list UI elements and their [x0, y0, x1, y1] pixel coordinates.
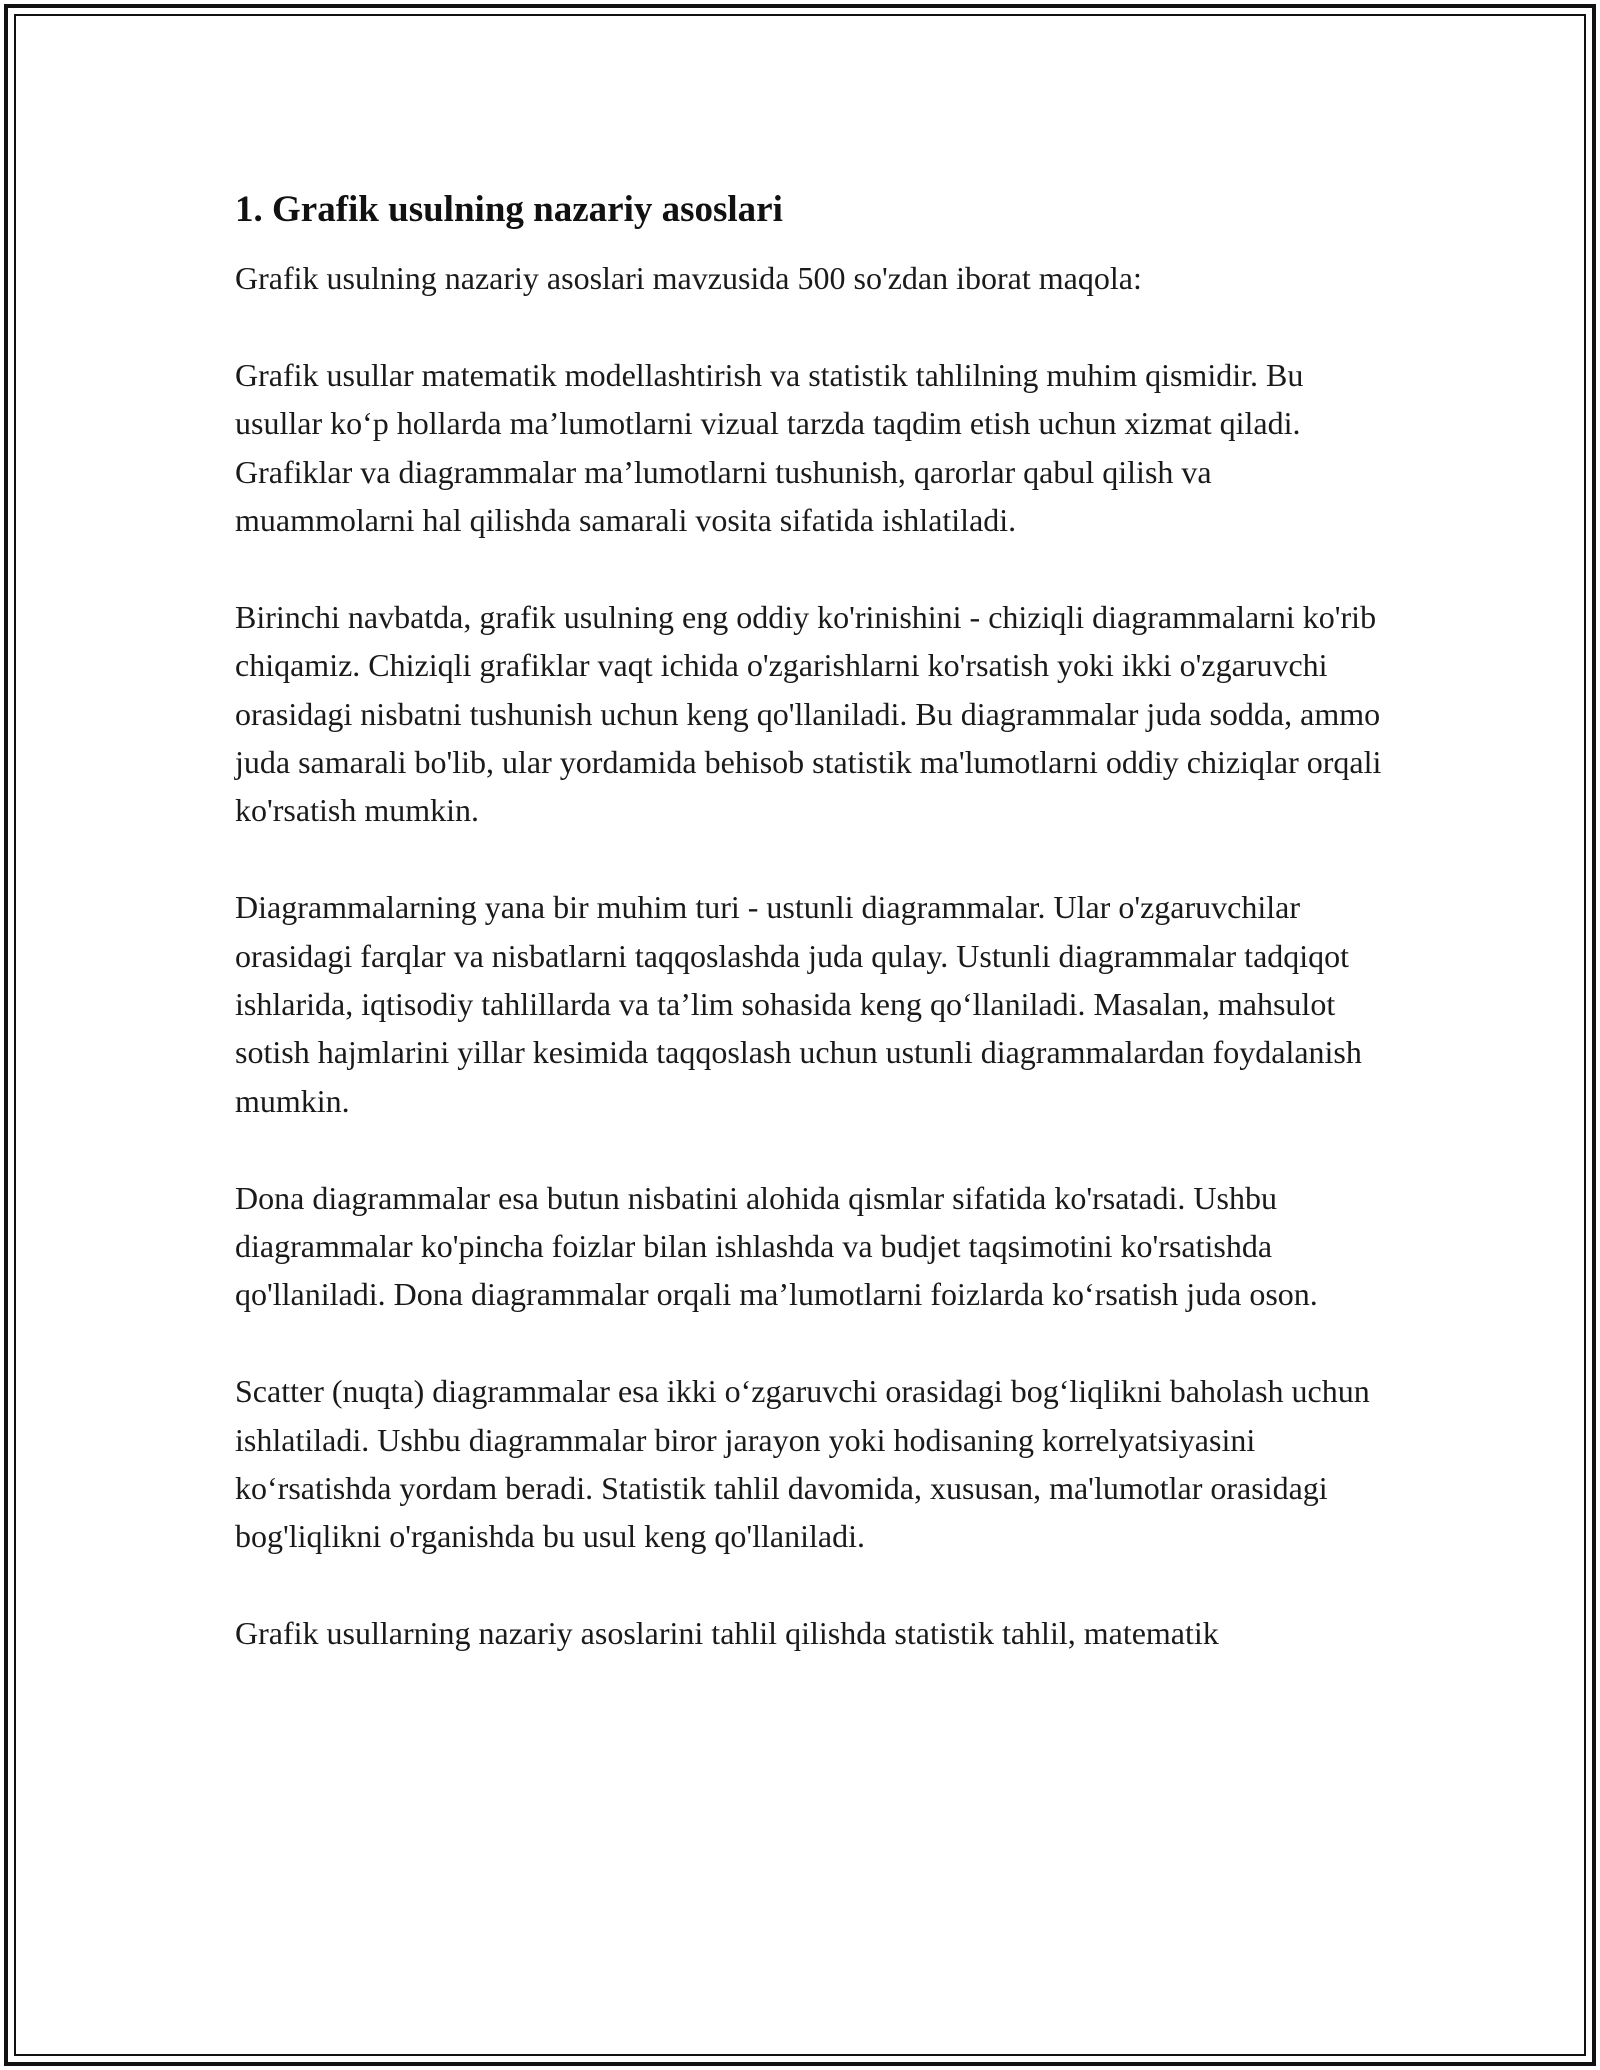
document-title: 1. Grafik usulning nazariy asoslari — [235, 189, 783, 230]
paragraph-intro: Grafik usulning nazariy asoslari mavzusida 500 so'zdan iborat maqola: — [235, 260, 1142, 296]
paragraph-conclusion-start: Grafik usullarning nazariy asoslarini tahlil qilishda statistik tahlil, matematik — [235, 1615, 1219, 1652]
paragraph-pie-charts: Dona diagrammalar esa butun nisbatini alohida qismlar sifatida ko'rsatadi. Ushbu diagrammalar ko'pincha foizlar bilan ishlashda va budjet taqsimotini ko'rsatishda qo'llaniladi. Dona diagrammalar orqali maʼlumotlarni foizlarda koʻrsatish juda oson. — [235, 1179, 1318, 1313]
paragraph-scatter-charts: Scatter (nuqta) diagrammalar esa ikki oʻzgaruvchi orasidagi bogʻliqlikni baholash uchun ishlatiladi. Ushbu diagrammalar biror jarayon yoki hodisaning korrelyatsiyasini koʻrsatishda yordam beradi. Statistik tahlil davomida, xususan, ma'lumotlar orasidagi bog'liqlikni o'rganishda bu usul keng qo'llaniladi. — [235, 1373, 1370, 1555]
document-body — [235, 186, 1395, 1658]
paragraph-graphic-methods: Grafik usullar matematik modellashtirish va statistik tahlilning muhim qismidir. Bu usullar koʻp hollarda maʼlumotlarni vizual tarzda taqdim etish uchun xizmat qiladi. Grafiklar va diagrammalar maʼlumotlarni tushunish, qarorlar qabul qilish va muammolarni hal qilishda samarali vosita sifatida ishlatiladi. — [235, 356, 1304, 539]
paragraph-bar-charts: Diagrammalarning yana bir muhim turi - ustunli diagrammalar. Ular o'zgaruvchilar orasidagi farqlar va nisbatlarni taqqoslashda juda qulay. Ustunli diagrammalar tadqiqot ishlarida, iqtisodiy tahlillarda va taʼlim sohasida keng qoʻllaniladi. Masalan, mahsulot sotish hajmlarini yillar kesimida taqqoslash uchun ustunli diagrammalardan foydalanish mumkin. — [235, 889, 1362, 1119]
paragraph-line-charts: Birinchi navbatda, grafik usulning eng oddiy ko'rinishini - chiziqli diagrammalarni ko'rib chiqamiz. Chiziqli grafiklar vaqt ichida o'zgarishlarni ko'rsatish yoki ikki o'zgaruvchi orasidagi nisbatni tushunish uchun keng qo'llaniladi. Bu diagrammalar juda sodda, ammo juda samarali bo'lib, ular yordamida behisob statistik ma'lumotlarni oddiy chiziqlar orqali ko'rsatish mumkin. — [235, 598, 1382, 829]
